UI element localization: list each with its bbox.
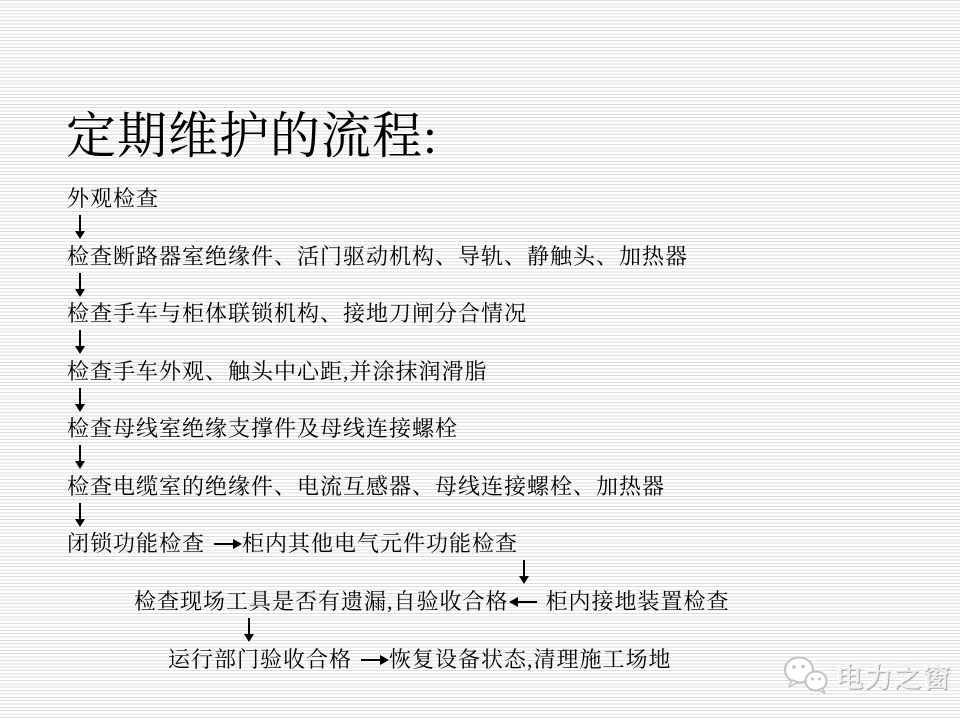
watermark-text: 电力之窗 [836, 662, 952, 693]
flow-step-lock-function-row [67, 532, 518, 556]
arrow-down-icon [79, 503, 81, 519]
flow-step-restore-equipment: 恢复设备状态,清理施工场地 [389, 647, 672, 672]
arrow-down-icon [79, 215, 81, 231]
arrow-down-icon [79, 445, 81, 461]
arrow-down-icon [79, 273, 81, 289]
flow-step-appearance-check: 外观检查 [67, 186, 160, 211]
flow-step-cable-room-check: 检查电缆室的绝缘件、电流互感器、母线连接螺栓、加热器 [67, 474, 666, 499]
arrow-right-icon [361, 659, 380, 661]
flow-step-truck-appearance-check: 检查手车外观、触头中心距,并涂抹润滑脂 [67, 359, 488, 384]
arrow-down-icon [79, 330, 81, 346]
watermark [782, 654, 952, 696]
slide-title: 定期维护的流程: [66, 108, 438, 164]
arrow-down-icon [248, 618, 250, 634]
arrow-down-icon [79, 388, 81, 404]
arrow-right-icon [214, 543, 233, 545]
flow-step-site-tools-check: 检查现场工具是否有遗漏,自验收合格 [134, 589, 509, 614]
flow-step-grounding-device-check: 柜内接地装置检查 [545, 589, 730, 614]
flow-step-final-acceptance-row [168, 648, 672, 672]
arrow-left-icon [518, 601, 537, 603]
flow-step-operation-dept-acceptance: 运行部门验收合格 [168, 647, 353, 672]
arrow-down-icon [523, 560, 525, 576]
flow-step-self-acceptance-row [134, 590, 730, 614]
flow-step-lock-function-check: 闭锁功能检查 [67, 531, 206, 556]
flow-step-breaker-room-check: 检查断路器室绝缘件、活门驱动机构、导轨、静触头、加热器 [67, 244, 689, 269]
chat-bubbles-logo-icon [782, 654, 829, 696]
flow-step-busbar-room-check: 检查母线室绝缘支撑件及母线连接螺栓 [67, 416, 459, 441]
flow-step-other-components-check: 柜内其他电气元件功能检查 [242, 531, 519, 556]
flow-step-interlock-check: 检查手车与柜体联锁机构、接地刀闸分合情况 [67, 301, 528, 326]
